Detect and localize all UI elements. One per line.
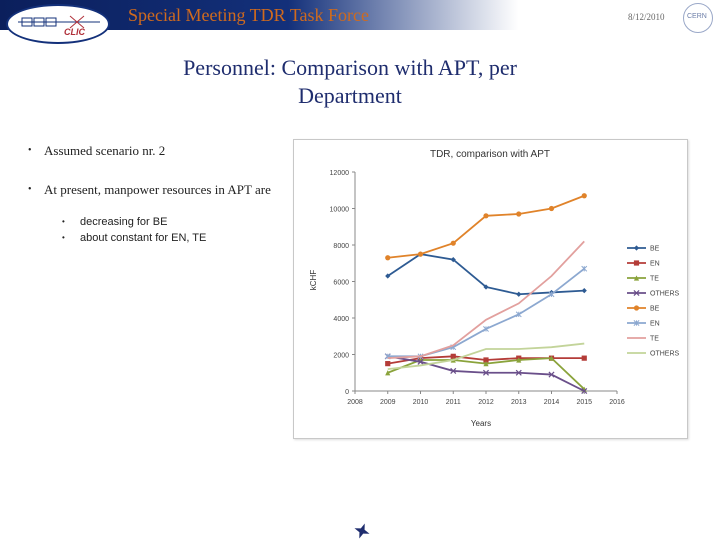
series-group: [388, 241, 585, 358]
y-tick-label: 10000: [329, 206, 349, 214]
sub-bullet-text: about constant for EN, TE: [80, 232, 207, 244]
x-tick-label: 2016: [609, 399, 625, 406]
legend-label: EN: [650, 320, 660, 328]
series-line: [388, 196, 585, 258]
bullet-text: At present, manpower resources in APT are: [44, 182, 271, 197]
bullet-marker: •: [28, 184, 32, 195]
bullet-item: [28, 181, 278, 198]
y-tick-label: 2000: [333, 352, 349, 360]
cern-logo: [683, 3, 713, 33]
x-tick-label: 2011: [445, 399, 461, 406]
data-point: [634, 260, 639, 265]
legend-entry: [627, 290, 680, 297]
bullet-text: Assumed scenario nr. 2: [44, 143, 166, 158]
legend-entry: [627, 336, 659, 343]
sub-bullet-marker: •: [62, 233, 65, 242]
slide-title-line-1: Personnel: Comparison with APT, per: [183, 55, 517, 80]
x-tick-label: 2012: [478, 399, 494, 406]
y-tick-label: 0: [345, 389, 349, 396]
sub-bullet-item: [62, 230, 278, 246]
data-point: [582, 356, 587, 361]
legend-label: EN: [650, 260, 660, 268]
legend-label: OTHERS: [650, 290, 680, 298]
data-point: [634, 245, 639, 250]
data-point: [549, 292, 554, 297]
series-group: [385, 193, 587, 260]
data-point: [516, 211, 521, 216]
logo-label: CLIC: [64, 27, 85, 37]
sub-bullet-marker: •: [62, 217, 65, 226]
sub-bullet-text: decreasing for BE: [80, 216, 168, 228]
sub-bullet-list: [62, 214, 278, 246]
data-point: [582, 266, 587, 271]
data-point: [582, 288, 587, 293]
slide-title: [120, 54, 580, 110]
chart-title: TDR, comparison with APT: [429, 149, 551, 160]
legend-entry: [627, 245, 660, 252]
y-tick-label: 12000: [329, 170, 349, 177]
beamline-icon: [8, 6, 108, 42]
data-point: [516, 292, 521, 297]
series-line: [388, 269, 585, 357]
x-axis-label: Years: [470, 419, 492, 428]
header-title: Special Meeting TDR Task Force: [128, 5, 370, 25]
legend-entry: [627, 305, 660, 312]
x-tick-label: 2014: [543, 399, 560, 406]
x-tick-label: 2008: [347, 399, 363, 406]
y-axis-label: kCHF: [309, 269, 318, 291]
series-group: [385, 266, 587, 359]
clic-logo: [6, 4, 110, 44]
data-point: [451, 241, 456, 246]
y-tick-label: 8000: [333, 243, 349, 250]
legend-label: TE: [650, 335, 659, 343]
bullet-marker: •: [28, 145, 32, 156]
star-icon: [354, 523, 370, 539]
data-point: [418, 252, 423, 257]
y-tick-label: 6000: [333, 279, 349, 287]
chart-plot-area: [385, 193, 587, 393]
data-point: [385, 361, 390, 366]
x-tick-label: 2009: [379, 399, 396, 406]
bullet-item: [28, 142, 278, 159]
y-tick-label: 4000: [333, 316, 349, 323]
chart-axes: [330, 170, 625, 406]
legend-label: TE: [650, 275, 659, 283]
legend-entry: [627, 351, 680, 358]
x-tick-label: 2015: [576, 399, 593, 406]
bullet-list: [28, 142, 278, 246]
data-point: [483, 213, 488, 218]
cern-logo-label: CERN: [687, 13, 707, 20]
x-tick-label: 2013: [510, 399, 527, 406]
sub-bullet-item: [62, 214, 278, 230]
series-line: [388, 241, 585, 358]
data-point: [582, 193, 587, 198]
legend-label: OTHERS: [650, 350, 680, 358]
data-point: [634, 305, 639, 310]
header-date: 8/12/2010: [628, 12, 665, 22]
data-point: [385, 255, 390, 260]
x-tick-label: 2010: [412, 399, 429, 406]
legend-label: BE: [650, 245, 660, 253]
legend-entry: [627, 260, 660, 267]
legend-entry: [627, 320, 660, 327]
data-point: [549, 206, 554, 211]
legend-entry: [627, 275, 659, 282]
chart-frame: [293, 139, 688, 439]
slide-title-line-2: Department: [298, 83, 402, 108]
legend-label: BE: [650, 305, 660, 313]
chart-legend: [627, 245, 680, 357]
line-chart: [294, 140, 687, 438]
